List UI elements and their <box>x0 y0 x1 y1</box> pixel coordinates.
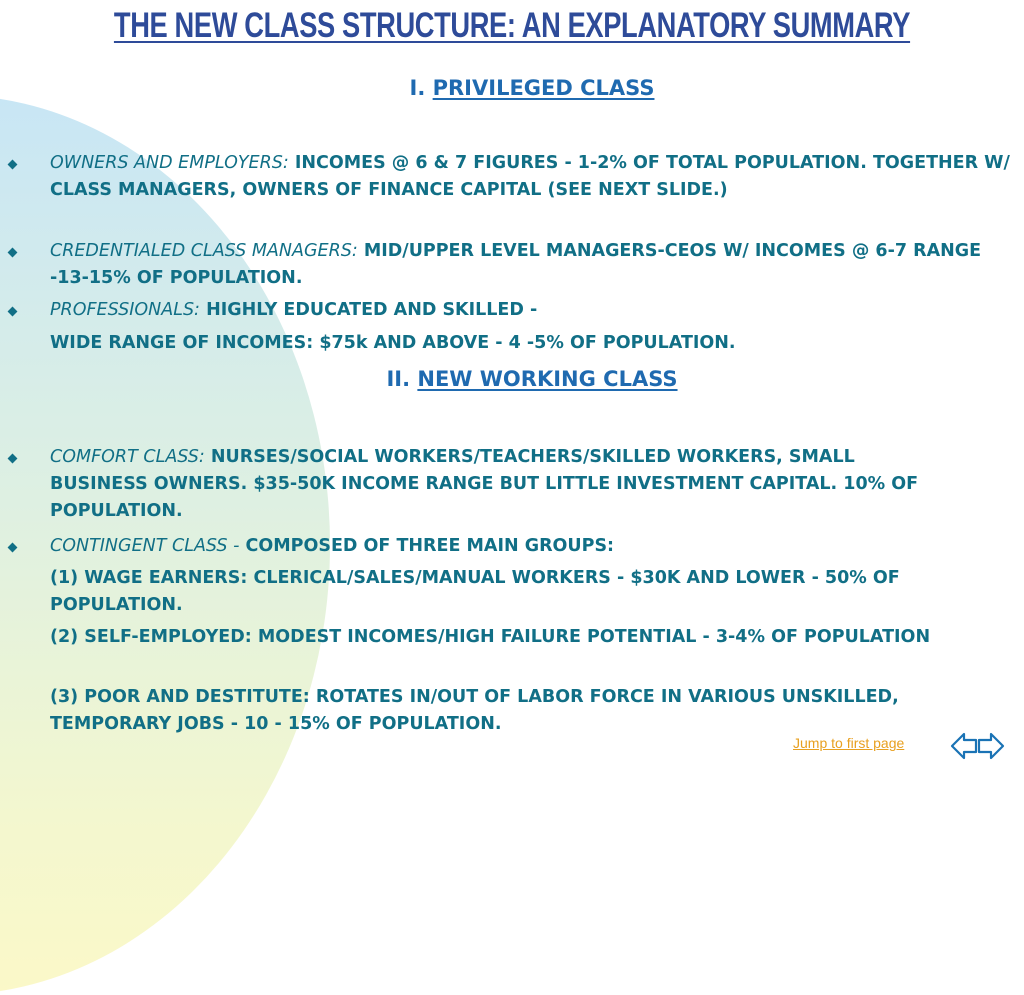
list-item-owners <box>50 150 1022 204</box>
item-term: PROFESSIONALS: <box>50 300 200 320</box>
item-text: INCOMES @ 6 & 7 FIGURES - 1-2% OF TOTAL POPULATION. TOGETHER W/ CLASS MANAGERS, OWNERS OF FINANCE CAPITAL (SEE NEXT SLIDE.) <box>50 153 1010 200</box>
list-item-comfort-class <box>50 444 940 525</box>
left-arrow-icon[interactable] <box>950 731 978 761</box>
bullet-icon <box>8 248 18 258</box>
item-term: OWNERS AND EMPLOYERS: <box>50 153 289 173</box>
nav-arrows <box>950 731 1004 761</box>
item-continuation: WIDE RANGE OF INCOMES: $75k AND ABOVE - 4 -5% OF POPULATION. <box>50 333 736 353</box>
section-numeral: II. <box>386 367 411 391</box>
subgroup-poor-destitute: (3) POOR AND DESTITUTE: ROTATES IN/OUT OF LABOR FORCE IN VARIOUS UNSKILLED, TEMPORARY JOBS - 10 - 15% OF POPULATION. <box>50 687 899 734</box>
bullet-icon <box>8 454 18 464</box>
bullet-icon <box>8 543 18 553</box>
item-text: HIGHLY EDUCATED AND SKILLED - <box>206 300 538 320</box>
item-text: COMPOSED OF THREE MAIN GROUPS: <box>245 536 615 556</box>
list-item-contingent-class <box>50 533 1022 560</box>
item-term: CREDENTIALED CLASS MANAGERS: <box>50 241 358 261</box>
item-term: COMFORT CLASS: <box>50 447 205 467</box>
section-heading-privileged <box>0 76 1024 100</box>
section-numeral: I. <box>409 76 426 100</box>
subgroup-self-employed: (2) SELF-EMPLOYED: MODEST INCOMES/HIGH FAILURE POTENTIAL - 3-4% OF POPULATION <box>50 627 931 647</box>
list-item-professionals <box>50 297 1022 324</box>
section-label: NEW WORKING CLASS <box>417 367 678 391</box>
section-heading-working <box>0 367 1024 391</box>
jump-to-first-page-link[interactable]: Jump to first page <box>793 735 905 751</box>
bullet-icon <box>8 160 18 170</box>
item-text: MID/UPPER LEVEL MANAGERS-CEOS W/ INCOMES @ 6-7 RANGE -13-15% OF POPULATION. <box>50 241 982 288</box>
slide-title: THE NEW CLASS STRUCTURE: AN EXPLANATORY SUMMARY <box>113 6 911 45</box>
bullet-icon <box>8 307 18 317</box>
right-arrow-icon[interactable] <box>977 731 1005 761</box>
item-text: NURSES/SOCIAL WORKERS/TEACHERS/SKILLED WORKERS, SMALL BUSINESS OWNERS. $35-50K INCOME RANGE BUT LITTLE INVESTMENT CAPITAL. 10% OF POPULATION. <box>50 447 919 521</box>
item-term: CONTINGENT CLASS - <box>50 536 240 556</box>
list-item-managers <box>50 238 1022 292</box>
subgroup-wage-earners: (1) WAGE EARNERS: CLERICAL/SALES/MANUAL WORKERS - $30K AND LOWER - 50% OF POPULATION. <box>50 568 900 615</box>
section-label: PRIVILEGED CLASS <box>432 76 655 100</box>
